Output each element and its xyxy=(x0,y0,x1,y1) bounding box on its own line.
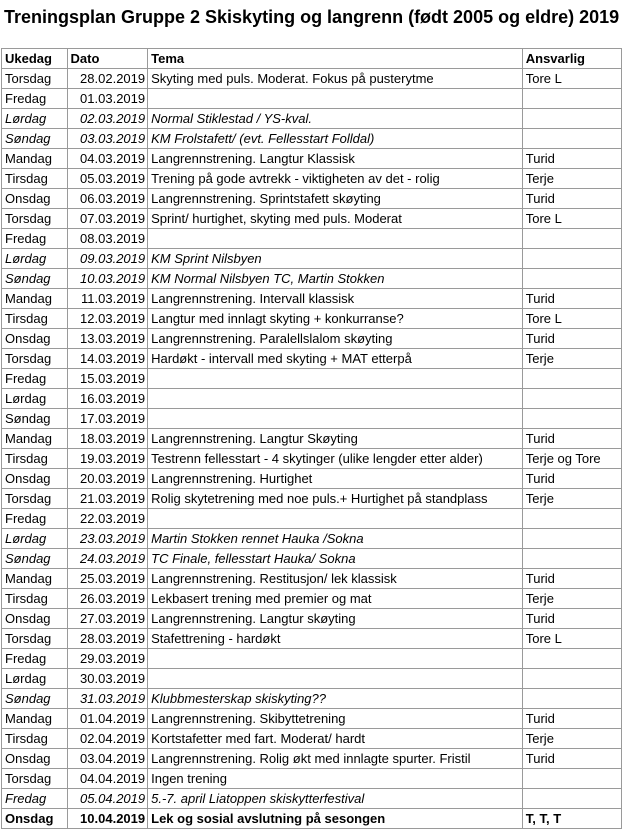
table-row xyxy=(2,389,622,409)
table-row xyxy=(2,749,622,769)
day-cell[interactable]: Onsdag xyxy=(2,749,68,769)
table-row xyxy=(2,649,622,669)
topic-cell[interactable]: Kortstafetter med fart. Moderat/ hardt xyxy=(148,729,523,749)
date-cell[interactable]: 25.03.2019 xyxy=(67,569,148,589)
table-row xyxy=(2,169,622,189)
date-cell[interactable]: 04.04.2019 xyxy=(67,769,148,789)
date-cell[interactable]: 05.04.2019 xyxy=(67,789,148,809)
header-cell-ukedag[interactable]: Ukedag xyxy=(2,49,68,69)
table-row xyxy=(2,69,622,89)
responsible-cell[interactable] xyxy=(522,529,621,549)
day-cell[interactable]: Fredag xyxy=(2,649,68,669)
header-cell-dato[interactable]: Dato xyxy=(67,49,148,69)
topic-cell[interactable] xyxy=(148,409,523,429)
day-cell[interactable]: Onsdag xyxy=(2,189,68,209)
day-cell[interactable]: Tirsdag xyxy=(2,449,68,469)
day-cell[interactable]: Mandag xyxy=(2,149,68,169)
date-cell[interactable]: 10.03.2019 xyxy=(67,269,148,289)
day-cell[interactable]: Tirsdag xyxy=(2,729,68,749)
date-cell[interactable]: 02.04.2019 xyxy=(67,729,148,749)
topic-cell[interactable]: Ingen trening xyxy=(148,769,523,789)
responsible-cell[interactable]: Tore L xyxy=(522,309,621,329)
day-cell[interactable]: Fredag xyxy=(2,789,68,809)
topic-cell[interactable]: Langrennstrening. Intervall klassisk xyxy=(148,289,523,309)
responsible-cell[interactable]: Turid xyxy=(522,469,621,489)
table-row xyxy=(2,269,622,289)
responsible-cell[interactable]: Terje og Tore xyxy=(522,449,621,469)
day-cell[interactable]: Torsdag xyxy=(2,349,68,369)
header-cell-ansvarlig[interactable]: Ansvarlig xyxy=(522,49,621,69)
page-title: Treningsplan Gruppe 2 Skiskyting og langrenn (født 2005 og eldre) 2019 xyxy=(4,7,620,27)
topic-cell[interactable]: Normal Stiklestad / YS-kval. xyxy=(148,109,523,129)
table-row xyxy=(2,329,622,349)
topic-cell[interactable]: Langrennstrening. Langtur Skøyting xyxy=(148,429,523,449)
date-cell[interactable]: 06.03.2019 xyxy=(67,189,148,209)
topic-cell[interactable]: KM Sprint Nilsbyen xyxy=(148,249,523,269)
day-cell[interactable]: Søndag xyxy=(2,129,68,149)
table-row xyxy=(2,689,622,709)
topic-cell[interactable] xyxy=(148,669,523,689)
topic-cell[interactable] xyxy=(148,229,523,249)
responsible-cell[interactable]: Tore L xyxy=(522,69,621,89)
topic-cell[interactable]: Hardøkt - intervall med skyting + MAT etterpå xyxy=(148,349,523,369)
topic-cell[interactable]: Trening på gode avtrekk - viktigheten av det - rolig xyxy=(148,169,523,189)
topic-cell[interactable]: Sprint/ hurtighet, skyting med puls. Moderat xyxy=(148,209,523,229)
date-cell[interactable]: 24.03.2019 xyxy=(67,549,148,569)
responsible-cell[interactable]: Turid xyxy=(522,149,621,169)
table-row xyxy=(2,229,622,249)
responsible-cell[interactable] xyxy=(522,109,621,129)
topic-cell[interactable]: Langrennstrening. Restitusjon/ lek klassisk xyxy=(148,569,523,589)
day-cell[interactable]: Fredag xyxy=(2,369,68,389)
responsible-cell[interactable] xyxy=(522,129,621,149)
day-cell[interactable]: Tirsdag xyxy=(2,589,68,609)
day-cell[interactable]: Søndag xyxy=(2,409,68,429)
responsible-cell[interactable] xyxy=(522,509,621,529)
day-cell[interactable]: Lørdag xyxy=(2,249,68,269)
table-row xyxy=(2,669,622,689)
date-cell[interactable]: 31.03.2019 xyxy=(67,689,148,709)
date-cell[interactable]: 21.03.2019 xyxy=(67,489,148,509)
responsible-cell[interactable]: Terje xyxy=(522,729,621,749)
day-cell[interactable]: Fredag xyxy=(2,89,68,109)
responsible-cell[interactable]: Tore L xyxy=(522,629,621,649)
responsible-cell[interactable]: Tore L xyxy=(522,209,621,229)
topic-cell[interactable] xyxy=(148,509,523,529)
table-row xyxy=(2,409,622,429)
topic-cell[interactable]: Langtur med innlagt skyting + konkurranse? xyxy=(148,309,523,329)
date-cell[interactable]: 07.03.2019 xyxy=(67,209,148,229)
responsible-cell[interactable]: Terje xyxy=(522,589,621,609)
responsible-cell[interactable]: T, T, T xyxy=(522,809,621,829)
responsible-cell[interactable]: Terje xyxy=(522,169,621,189)
responsible-cell[interactable] xyxy=(522,269,621,289)
date-cell[interactable]: 01.04.2019 xyxy=(67,709,148,729)
table-row xyxy=(2,349,622,369)
day-cell[interactable]: Onsdag xyxy=(2,809,68,829)
table-row xyxy=(2,509,622,529)
date-cell[interactable]: 02.03.2019 xyxy=(67,109,148,129)
topic-cell[interactable]: Rolig skytetrening med noe puls.+ Hurtighet på standplass xyxy=(148,489,523,509)
date-cell[interactable]: 09.03.2019 xyxy=(67,249,148,269)
table-row xyxy=(2,309,622,329)
table-row xyxy=(2,489,622,509)
table-row xyxy=(2,529,622,549)
responsible-cell[interactable] xyxy=(522,389,621,409)
responsible-cell[interactable]: Turid xyxy=(522,329,621,349)
day-cell[interactable]: Torsdag xyxy=(2,489,68,509)
table-row xyxy=(2,569,622,589)
date-cell[interactable]: 29.03.2019 xyxy=(67,649,148,669)
topic-cell[interactable]: Lek og sosial avslutning på sesongen xyxy=(148,809,523,829)
responsible-cell[interactable] xyxy=(522,669,621,689)
topic-cell[interactable] xyxy=(148,389,523,409)
topic-cell[interactable] xyxy=(148,89,523,109)
day-cell[interactable]: Fredag xyxy=(2,509,68,529)
date-cell[interactable]: 15.03.2019 xyxy=(67,369,148,389)
table-row xyxy=(2,209,622,229)
table-row xyxy=(2,629,622,649)
topic-cell[interactable]: Langrennstrening. Hurtighet xyxy=(148,469,523,489)
table-row xyxy=(2,709,622,729)
topic-cell[interactable]: Langrennstrening. Rolig økt med innlagte spurter. Fristil xyxy=(148,749,523,769)
topic-cell[interactable]: Martin Stokken rennet Hauka /Sokna xyxy=(148,529,523,549)
responsible-cell[interactable]: Terje xyxy=(522,349,621,369)
date-cell[interactable]: 13.03.2019 xyxy=(67,329,148,349)
header-cell-tema[interactable]: Tema xyxy=(148,49,523,69)
date-cell[interactable]: 28.02.2019 xyxy=(67,69,148,89)
topic-cell[interactable]: 5.-7. april Liatoppen skiskytterfestival xyxy=(148,789,523,809)
responsible-cell[interactable]: Terje xyxy=(522,489,621,509)
date-cell[interactable]: 20.03.2019 xyxy=(67,469,148,489)
topic-cell[interactable]: Skyting med puls. Moderat. Fokus på pusterytme xyxy=(148,69,523,89)
topic-cell[interactable]: Lekbasert trening med premier og mat xyxy=(148,589,523,609)
table-row xyxy=(2,429,622,449)
date-cell[interactable]: 30.03.2019 xyxy=(67,669,148,689)
date-cell[interactable]: 14.03.2019 xyxy=(67,349,148,369)
date-cell[interactable]: 17.03.2019 xyxy=(67,409,148,429)
schedule-table xyxy=(1,48,622,829)
date-cell[interactable]: 03.04.2019 xyxy=(67,749,148,769)
day-cell[interactable]: Torsdag xyxy=(2,769,68,789)
responsible-cell[interactable] xyxy=(522,409,621,429)
topic-cell[interactable]: Testrenn fellesstart - 4 skytinger (ulike lengder etter alder) xyxy=(148,449,523,469)
table-row xyxy=(2,129,622,149)
day-cell[interactable]: Lørdag xyxy=(2,669,68,689)
table-row xyxy=(2,109,622,129)
day-cell[interactable]: Torsdag xyxy=(2,69,68,89)
day-cell[interactable]: Mandag xyxy=(2,709,68,729)
day-cell[interactable]: Torsdag xyxy=(2,209,68,229)
date-cell[interactable]: 19.03.2019 xyxy=(67,449,148,469)
topic-cell[interactable]: Langrennstrening. Sprintstafett skøyting xyxy=(148,189,523,209)
responsible-cell[interactable] xyxy=(522,769,621,789)
day-cell[interactable]: Fredag xyxy=(2,229,68,249)
responsible-cell[interactable] xyxy=(522,89,621,109)
responsible-cell[interactable] xyxy=(522,549,621,569)
topic-cell[interactable] xyxy=(148,649,523,669)
responsible-cell[interactable] xyxy=(522,649,621,669)
date-cell[interactable]: 04.03.2019 xyxy=(67,149,148,169)
date-cell[interactable]: 10.04.2019 xyxy=(67,809,148,829)
responsible-cell[interactable]: Turid xyxy=(522,609,621,629)
responsible-cell[interactable] xyxy=(522,369,621,389)
table-row xyxy=(2,89,622,109)
date-cell[interactable]: 18.03.2019 xyxy=(67,429,148,449)
responsible-cell[interactable]: Turid xyxy=(522,289,621,309)
table-row xyxy=(2,729,622,749)
table-row xyxy=(2,189,622,209)
day-cell[interactable]: Onsdag xyxy=(2,329,68,349)
table-row xyxy=(2,789,622,809)
responsible-cell[interactable] xyxy=(522,229,621,249)
day-cell[interactable]: Søndag xyxy=(2,689,68,709)
table-row xyxy=(2,769,622,789)
day-cell[interactable]: Mandag xyxy=(2,569,68,589)
topic-cell[interactable]: Langrennstrening. Paralellslalom skøyting xyxy=(148,329,523,349)
table-row xyxy=(2,809,622,829)
topic-cell[interactable] xyxy=(148,369,523,389)
topic-cell[interactable]: KM Frolstafett/ (evt. Fellesstart Folldal) xyxy=(148,129,523,149)
date-cell[interactable]: 01.03.2019 xyxy=(67,89,148,109)
day-cell[interactable]: Onsdag xyxy=(2,469,68,489)
date-cell[interactable]: 27.03.2019 xyxy=(67,609,148,629)
date-cell[interactable]: 05.03.2019 xyxy=(67,169,148,189)
table-row xyxy=(2,289,622,309)
table-row xyxy=(2,589,622,609)
date-cell[interactable]: 22.03.2019 xyxy=(67,509,148,529)
responsible-cell[interactable]: Turid xyxy=(522,569,621,589)
day-cell[interactable]: Tirsdag xyxy=(2,169,68,189)
day-cell[interactable]: Torsdag xyxy=(2,629,68,649)
date-cell[interactable]: 23.03.2019 xyxy=(67,529,148,549)
topic-cell[interactable]: Langrennstrening. Langtur Klassisk xyxy=(148,149,523,169)
topic-cell[interactable]: Langrennstrening. Skibyttetrening xyxy=(148,709,523,729)
responsible-cell[interactable] xyxy=(522,249,621,269)
responsible-cell[interactable] xyxy=(522,689,621,709)
header-row xyxy=(2,49,622,69)
date-cell[interactable]: 11.03.2019 xyxy=(67,289,148,309)
responsible-cell[interactable]: Turid xyxy=(522,749,621,769)
date-cell[interactable]: 08.03.2019 xyxy=(67,229,148,249)
topic-cell[interactable]: Klubbmesterskap skiskyting?? xyxy=(148,689,523,709)
table-row xyxy=(2,609,622,629)
date-cell[interactable]: 12.03.2019 xyxy=(67,309,148,329)
day-cell[interactable]: Mandag xyxy=(2,429,68,449)
topic-cell[interactable]: KM Normal Nilsbyen TC, Martin Stokken xyxy=(148,269,523,289)
responsible-cell[interactable]: Turid xyxy=(522,709,621,729)
day-cell[interactable]: Tirsdag xyxy=(2,309,68,329)
table-row xyxy=(2,369,622,389)
day-cell[interactable]: Lørdag xyxy=(2,529,68,549)
responsible-cell[interactable]: Turid xyxy=(522,429,621,449)
table-row xyxy=(2,249,622,269)
date-cell[interactable]: 16.03.2019 xyxy=(67,389,148,409)
day-cell[interactable]: Onsdag xyxy=(2,609,68,629)
day-cell[interactable]: Lørdag xyxy=(2,109,68,129)
date-cell[interactable]: 03.03.2019 xyxy=(67,129,148,149)
table-row xyxy=(2,149,622,169)
day-cell[interactable]: Mandag xyxy=(2,289,68,309)
responsible-cell[interactable] xyxy=(522,789,621,809)
topic-cell[interactable]: TC Finale, fellesstart Hauka/ Sokna xyxy=(148,549,523,569)
topic-cell[interactable]: Langrennstrening. Langtur skøyting xyxy=(148,609,523,629)
topic-cell[interactable]: Stafettrening - hardøkt xyxy=(148,629,523,649)
table-row xyxy=(2,549,622,569)
date-cell[interactable]: 26.03.2019 xyxy=(67,589,148,609)
date-cell[interactable]: 28.03.2019 xyxy=(67,629,148,649)
day-cell[interactable]: Søndag xyxy=(2,549,68,569)
table-row xyxy=(2,449,622,469)
responsible-cell[interactable]: Turid xyxy=(522,189,621,209)
day-cell[interactable]: Søndag xyxy=(2,269,68,289)
table-row xyxy=(2,469,622,489)
day-cell[interactable]: Lørdag xyxy=(2,389,68,409)
